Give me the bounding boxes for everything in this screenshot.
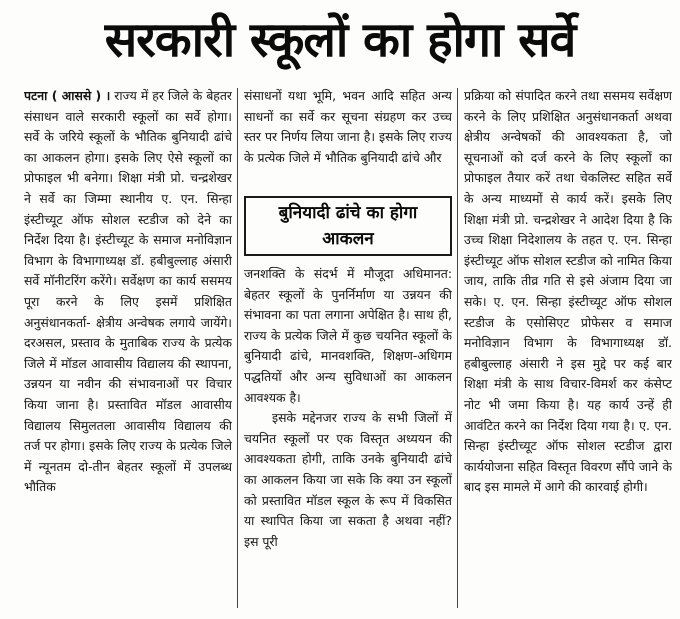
column-3-text: प्रक्रिया को संपादित करने तथा ससमय सर्वेक्षण करने के लिए प्रशिक्षित अनुसंधानकर्ता अथवा क्षेत्रीय अन्वेषकों की आवश्यकता है, जो सूचनाओं को दर्ज करने के लिए स्कूलों का प्रोफाइल तैयार करें तथा चेकलिस्ट सहित सर्वे के अन्य माध्यमों से कार्य करें। इसके लिए शिक्षा मंत्री प्रो. चन्द्रशेखर ने आदेश दिया है कि उच्च शिक्षा निदेशालय के तहत ए. एन. सिन्हा इंस्टीच्यूट ऑफ सोशल स्टडीज को नामित किया जाय, ताकि तीव्र गति से इसे अंजाम दिया जा सके। ए. एन. सिन्हा इंस्टीच्यूट ऑफ सोशल स्टडीज के एसोसिएट प्रोफेसर व समाज मनोविज्ञान विभाग के विभागाध्यक्ष डॉ. हबीबुल्लाह अंसारी ने इस मुद्दे पर कई बार शिक्षा मंत्री के साथ विचार-विमर्श कर कंसेप्ट नोट भी जमा किया है। यह कार्य उन्हें ही आवंटित करने का निर्देश दिया गया है। ए. एन. सिन्हा इंस्टीच्यूट ऑफ सोशल स्टडीज द्वारा कार्ययोजना सहित विस्तृत विवरण सौंपे जाने के बाद इस मामले में आगे की कारवाई होगी। (464, 88, 672, 495)
subheading-box: बुनियादी ढांचे का होगा आकलन (244, 196, 452, 256)
column-divider-2 (457, 88, 458, 608)
article-column-3 (464, 86, 672, 614)
column-divider-1 (237, 88, 238, 608)
article-column-1 (24, 86, 232, 614)
column-1-text: राज्य में हर जिले के बेहतर संसाधन वाले सरकारी स्कूलों का सर्वे होगा। सर्वे के जरिये स्कूलों के भौतिक बुनियादी ढांचे का आकलन होगा। इसके लिए ऐसे स्कूलों का प्रोफाइल भी बनेगा। शिक्षा मंत्री प्रो. चन्द्रशेखर ने सर्वे का जिम्मा स्थानीय ए. एन. सिन्हा इंस्टीच्यूट ऑफ सोशल स्टडीज को देने का निर्देश दिया है। इंस्टीच्यूट के समाज मनोविज्ञान विभाग के विभागाध्यक्ष डॉ. हबीबुल्लाह अंसारी सर्वे मॉनीटरिंग करेंगे। सर्वेक्षण का कार्य ससमय पूरा करने के लिए इसमें प्रशिक्षित अनुसंधानकर्ता- क्षेत्रीय अन्वेषक लगाये जायेंगे। दरअसल, प्रस्ताव के मुताबिक राज्य के प्रत्येक जिले में मॉडल आवासीय विद्यालय की स्थापना, उन्नयन या नवीन की संभावनाओं पर विचार किया जाना है। प्रस्तावित मॉडल आवासीय विद्यालय सिमुलतला आवासीय विद्यालय की तर्ज पर होगा। इसके लिए राज्य के प्रत्येक जिले में न्यूनतम दो-तीन बेहतर स्कूलों में उपलब्ध भौतिक (24, 88, 232, 495)
column-2-middle-text: जनशक्ति के संदर्भ में मौजूदा अधिमानत: बेहतर स्कूलों के पुनर्निर्माण या उन्नयन की संभावना का पता लगाना अपेक्षित है। साथ ही, राज्य के प्रत्येक जिले में कुछ चयनित स्कूलों के बुनियादी ढांचे, मानवशक्ति, शिक्षण-अधिगम पद्धतियों और अन्य सुविधाओं का आकलन आवश्यक है। (244, 266, 452, 405)
column-1-paragraph (24, 86, 232, 498)
headline: सरकारी स्कूलों का होगा सर्वे (104, 12, 576, 68)
column-2-top-text: संसाधनों यथा भूमि, भवन आदि सहित अन्य साधनों का सर्वे कर सूचना संग्रहण कर उच्च स्तर पर निर्णय लिया जाना है। इसके लिए राज्य के प्रत्येक जिले में भौतिक बुनियादी ढांचे और (244, 88, 452, 165)
column-2-bottom-text: इसके मद्देनजर राज्य के सभी जिलों में चयनित स्कूलों पर एक विस्तृत अध्ययन की आवश्यकता होगी, ताकि उनके बुनियादी ढांचे का आकलन किया जा सके कि क्या उन स्कूलों को प्रस्तावित मॉडल स्कूल के रूप में विकसित या स्थापित किया जा सकता है अथवा नहीं? इस पूरी (244, 410, 452, 549)
article-column-2 (244, 86, 452, 614)
dateline: पटना ( आससे ) । (24, 88, 111, 103)
